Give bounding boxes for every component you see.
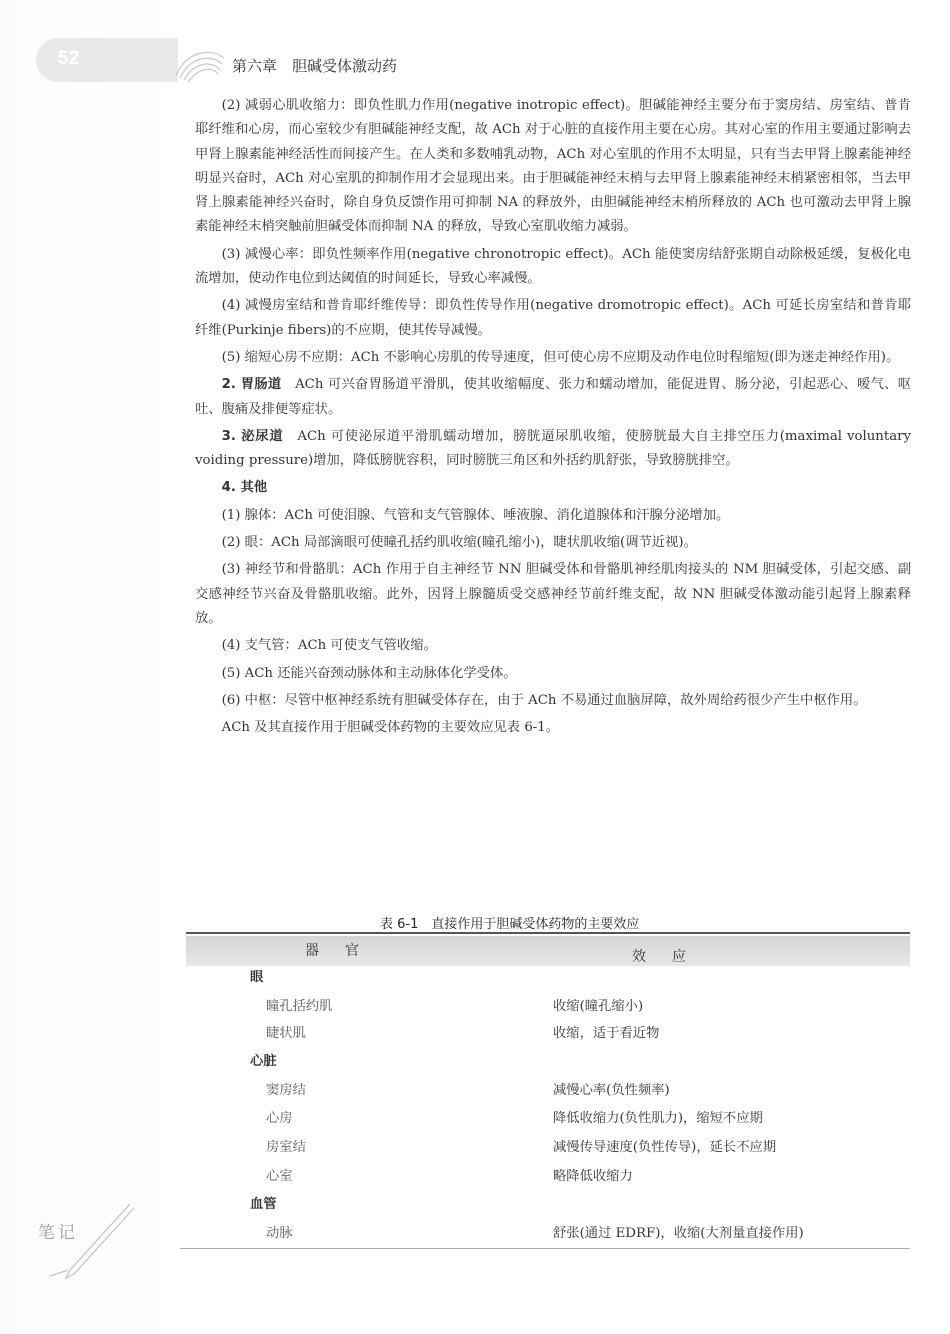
table-cell-organ: 血管 <box>250 1197 277 1212</box>
paragraph <box>195 94 911 240</box>
paragraph <box>195 558 911 631</box>
table-top-rule <box>186 932 910 934</box>
section-heading: 2. 胃肠道 <box>221 377 282 393</box>
paragraph-text: (3) 神经节和骨骼肌：ACh 作用于自主神经节 NN 胆碱受体和骨骼肌神经肌肉接头的 NM 胆碱受体，引起交感、副交感神经节兴奋及骨骼肌收缩。此外，因肾上腺髓质受交感神经节前纤维支配，故 NN 胆碱受体激动能引起肾上腺素释放。 <box>195 562 911 626</box>
table-cell-organ: 心房 <box>266 1111 293 1126</box>
column-header-effect: 效应 <box>632 949 712 965</box>
table-header-band <box>186 936 910 966</box>
paragraph-text: ACh 可使泌尿道平滑肌蠕动增加，膀胱逼尿肌收缩，使膀胱最大自主排空压力(maximal voluntary voiding pressure)增加，降低膀胱容积，同时膀胱三角区和外括约肌舒张，导致膀胱排空。 <box>195 428 912 469</box>
paragraph-text: ACh 可兴奋胃肠道平滑肌，使其收缩幅度、张力和蠕动增加，能促进胃、肠分泌，引起恶心、嗳气、呕吐、腹痛及排便等症状。 <box>195 377 911 417</box>
table-cell-effect: 降低收缩力(负性肌力)，缩短不应期 <box>553 1111 763 1126</box>
paragraph <box>195 716 911 740</box>
paragraph <box>195 294 911 343</box>
section-heading: 3. 泌尿道 <box>221 428 284 444</box>
table-cell-organ: 动脉 <box>266 1226 293 1241</box>
paragraph-text: (4) 支气管：ACh 可使支气管收缩。 <box>221 638 437 654</box>
paragraph <box>195 425 911 474</box>
notes-label: 笔记 <box>38 1223 78 1243</box>
paragraph <box>195 346 911 370</box>
table-cell-organ: 眼 <box>250 970 264 985</box>
paragraph <box>195 531 911 555</box>
paragraph <box>195 634 911 658</box>
paragraph <box>195 662 911 686</box>
column-header-organ: 器官 <box>305 943 385 959</box>
table-caption: 表 6-1 直接作用于胆碱受体药物的主要效应 <box>380 917 640 932</box>
paragraph-text: ACh 及其直接作用于胆碱受体药物的主要效应见表 6-1。 <box>221 720 560 736</box>
paragraph <box>195 476 911 500</box>
paragraph-text: (5) ACh 还能兴奋颈动脉体和主动脉体化学受体。 <box>221 665 517 681</box>
table-cell-effect: 收缩(瞳孔缩小) <box>553 999 644 1014</box>
paragraph <box>195 689 911 713</box>
paragraph-text: (2) 减弱心肌收缩力：即负性肌力作用(negative inotropic effect)。胆碱能神经主要分布于窦房结、房室结、普肯耶纤维和心房，而心室较少有胆碱能神经支配，故 ACh 对于心脏的直接作用主要在心房。其对心室的作用主要通过影响去甲肾上腺素能神经活性而间接产生。在人类和多数哺乳动物，ACh 对心室肌的作用不太明显，只有当去甲肾上腺素能神经明显兴奋时，ACh 对心室肌的抑制作用才会显现出来。由于胆碱能神经末梢与去甲肾上腺素能神经末梢紧密相邻，当去甲肾上腺素能神经兴奋时，除自身负反馈作用可抑制 NA 的释放外，由胆碱能神经末梢所释放的 ACh 也可激动去甲肾上腺素能神经末梢突触前胆碱受体而抑制 NA 的释放，导致心室肌收缩力减弱。 <box>195 98 911 235</box>
table-cell-effect: 舒张(通过 EDRF)，收缩(大剂量直接作用) <box>553 1226 804 1241</box>
table-cell-organ: 心脏 <box>250 1054 277 1069</box>
table-cell-organ: 睫状肌 <box>266 1026 306 1041</box>
table-cell-effect: 减慢传导速度(负性传导)，延长不应期 <box>553 1140 777 1155</box>
paragraph-text: (4) 减慢房室结和普肯耶纤维传导：即负性传导作用(negative dromotropic effect)。ACh 可延长房室结和普肯耶纤维(Purkinje fibers)的不应期，使其传导减慢。 <box>195 298 911 338</box>
paragraph <box>195 243 911 292</box>
margin-sidebar <box>0 0 178 1334</box>
page-number: 52 <box>58 48 80 69</box>
chapter-title: 第六章 胆碱受体激动药 <box>232 57 398 75</box>
table-cell-organ: 窦房结 <box>266 1083 306 1098</box>
paragraph-text: (1) 腺体：ACh 可使泪腺、气管和支气管腺体、唾液腺、消化道腺体和汗腺分泌增加。 <box>221 507 730 523</box>
section-heading: 4. 其他 <box>221 480 268 496</box>
table-cell-effect: 收缩，适于看近物 <box>553 1026 660 1041</box>
table-cell-organ: 心室 <box>266 1169 293 1184</box>
paragraph-text: (2) 眼：ACh 局部滴眼可使瞳孔括约肌收缩(瞳孔缩小)，睫状肌收缩(调节近视)。 <box>221 535 697 551</box>
paragraph <box>195 373 911 422</box>
paragraph-text: (3) 减慢心率：即负性频率作用(negative chronotropic effect)。ACh 能使窦房结舒张期自动除极延缓，复极化电流增加，使动作电位到达阈值的时间延长，导致心率减慢。 <box>195 246 911 287</box>
table-cell-organ: 瞳孔括约肌 <box>266 999 333 1014</box>
paragraph-text: (5) 缩短心房不应期：ACh 不影响心房肌的传导速度，但可使心房不应期及动作电位时程缩短(即为迷走神经作用)。 <box>221 349 900 365</box>
paragraph <box>195 504 911 528</box>
swirl-logo-icon <box>172 40 230 88</box>
table-cell-effect: 减慢心率(负性频率) <box>553 1083 670 1098</box>
body-text <box>195 94 911 743</box>
table-cell-effect: 略降低收缩力 <box>553 1169 633 1184</box>
paragraph-text: (6) 中枢：尽管中枢神经系统有胆碱受体存在，由于 ACh 不易通过血脑屏障，故外周给药很少产生中枢作用。 <box>221 692 867 708</box>
table-bottom-rule <box>180 1248 910 1249</box>
table-cell-organ: 房室结 <box>266 1140 306 1155</box>
